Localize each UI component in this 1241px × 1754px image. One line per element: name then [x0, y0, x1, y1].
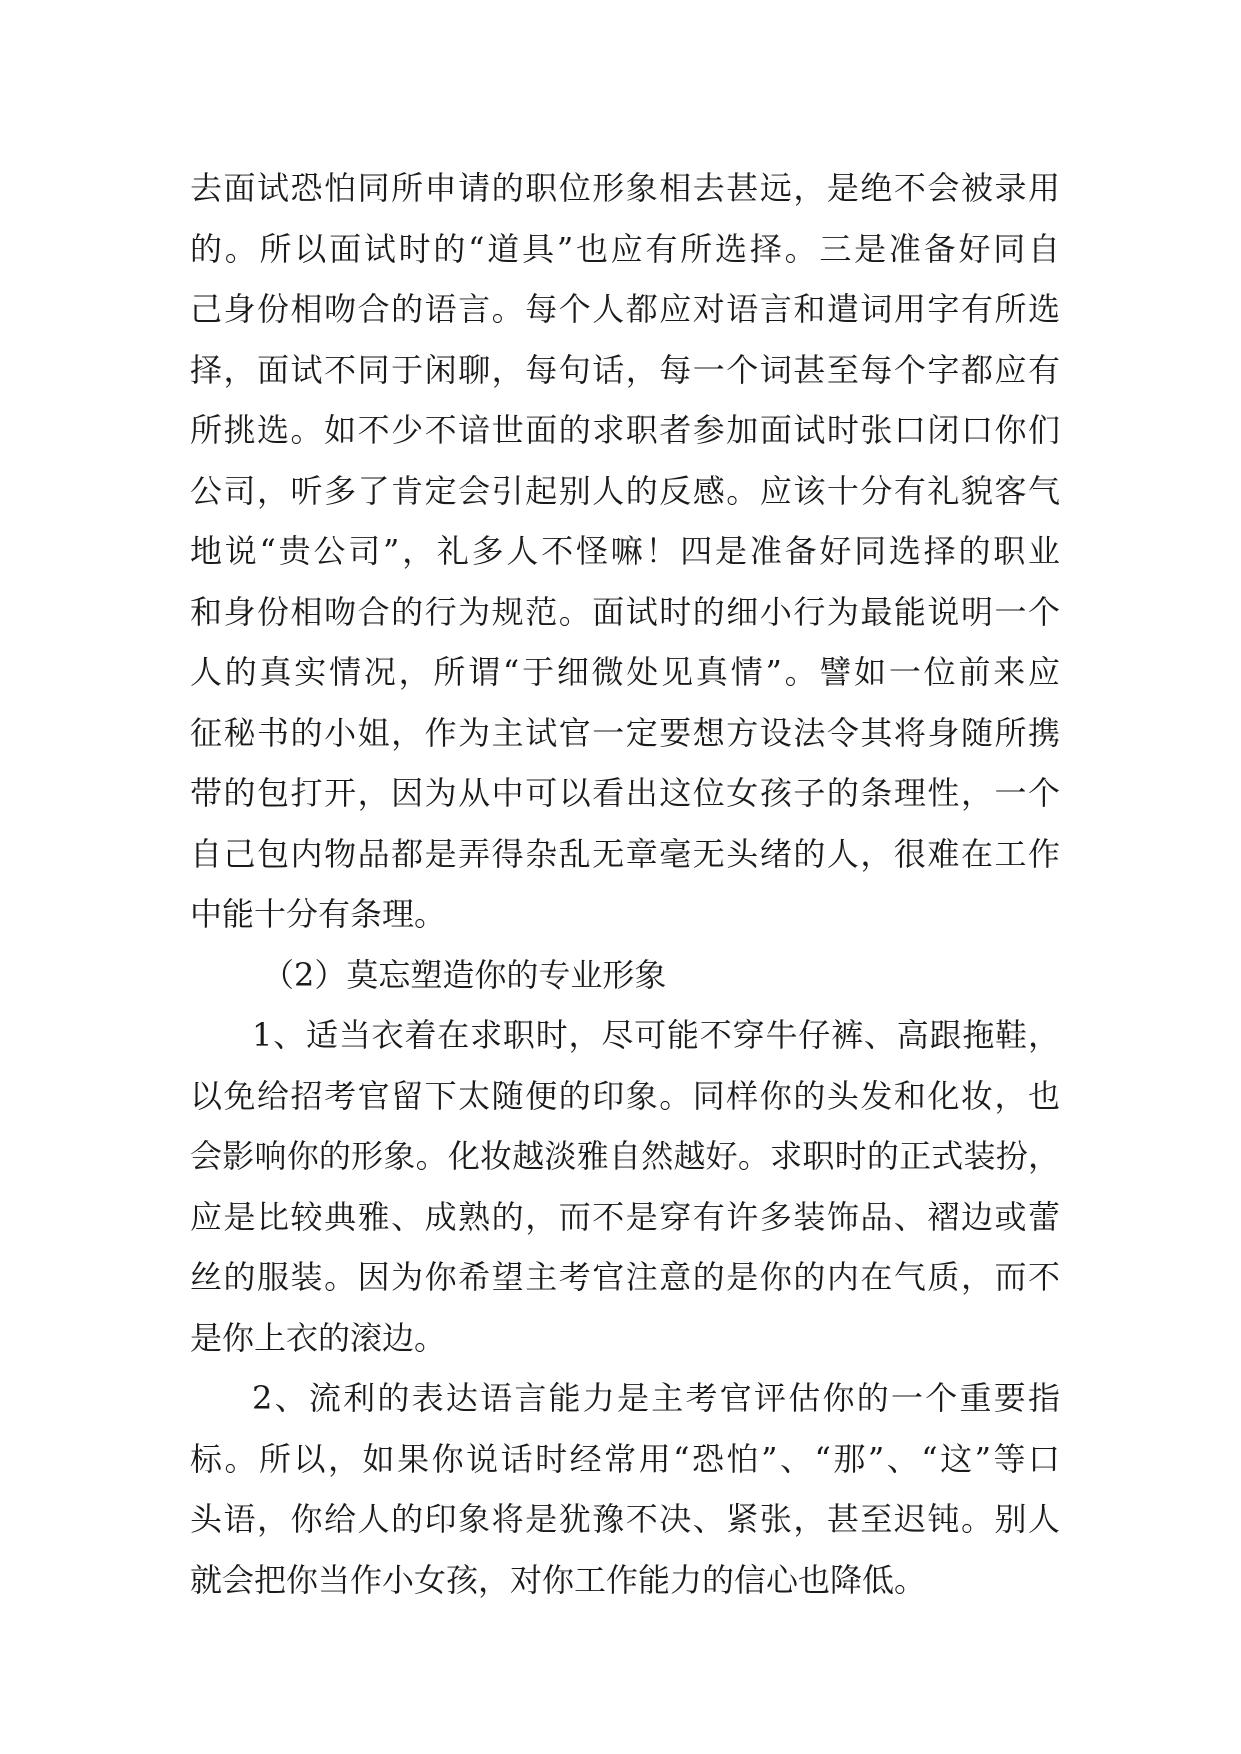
body-line-10: 征秘书的小姐，作为主试官一定要想方设法令其将身随所携	[190, 713, 1060, 752]
body-line-2: 的。所以面试时的“道具”也应有所选择。三是准备好同自	[190, 229, 1060, 268]
body-line-21: 2、流利的表达语言能力是主考官评估你的一个重要指	[252, 1379, 1060, 1417]
body-line-22: 标。所以，如果你说话时经常用“恐怕”、“那”、“这”等口	[190, 1439, 1060, 1478]
body-line-24: 就会把你当作小女孩，对你工作能力的信心也降低。	[190, 1560, 927, 1599]
body-line-18: 应是比较典雅、成熟的，而不是穿有许多装饰品、褶边或蕾	[190, 1197, 1060, 1236]
body-line-16: 以免给招考官留下太随便的印象。同样你的头发和化妆，也	[190, 1076, 1060, 1115]
body-line-11: 带的包打开，因为从中可以看出这位女孩子的条理性，一个	[190, 774, 1060, 812]
body-line-23: 头语，你给人的印象将是犹豫不决、紧张，甚至迟钝。别人	[190, 1500, 1060, 1538]
body-line-19: 丝的服装。因为你希望主考官注意的是你的内在气质，而不	[190, 1258, 1060, 1296]
body-line-15: 1、适当衣着在求职时，尽可能不穿牛仔裤、高跟拖鞋，	[252, 1016, 1060, 1054]
body-line-1: 去面试恐怕同所申请的职位形象相去甚远，是绝不会被录用	[190, 169, 1060, 207]
body-line-12: 自己包内物品都是弄得杂乱无章毫无头绪的人，很难在工作	[190, 834, 1060, 873]
body-line-5: 所挑选。如不少不谙世面的求职者参加面试时张口闭口你们	[190, 411, 1060, 449]
body-line-9: 人的真实情况，所谓“于细微处见真情”。譬如一位前来应	[190, 653, 1060, 691]
body-line-3: 己身份相吻合的语言。每个人都应对语言和遣词用字有所选	[190, 290, 1060, 328]
body-line-8: 和身份相吻合的行为规范。面试时的细小行为最能说明一个	[190, 592, 1060, 631]
body-line-7: 地说“贵公司”，礼多人不怪嘛！四是准备好同选择的职业	[190, 532, 1060, 570]
section-heading: （2）莫忘塑造你的专业形象	[262, 955, 667, 994]
body-line-17: 会影响你的形象。化妆越淡雅自然越好。求职时的正式装扮，	[190, 1137, 1060, 1175]
body-line-13: 中能十分有条理。	[190, 895, 447, 933]
body-line-4: 择，面试不同于闲聊，每句话，每一个词甚至每个字都应有	[190, 350, 1060, 389]
document-body	[190, 158, 1060, 1610]
body-line-6: 公司，听多了肯定会引起别人的反感。应该十分有礼貌客气	[190, 471, 1060, 510]
body-line-20: 是你上衣的滚边。	[190, 1318, 447, 1357]
